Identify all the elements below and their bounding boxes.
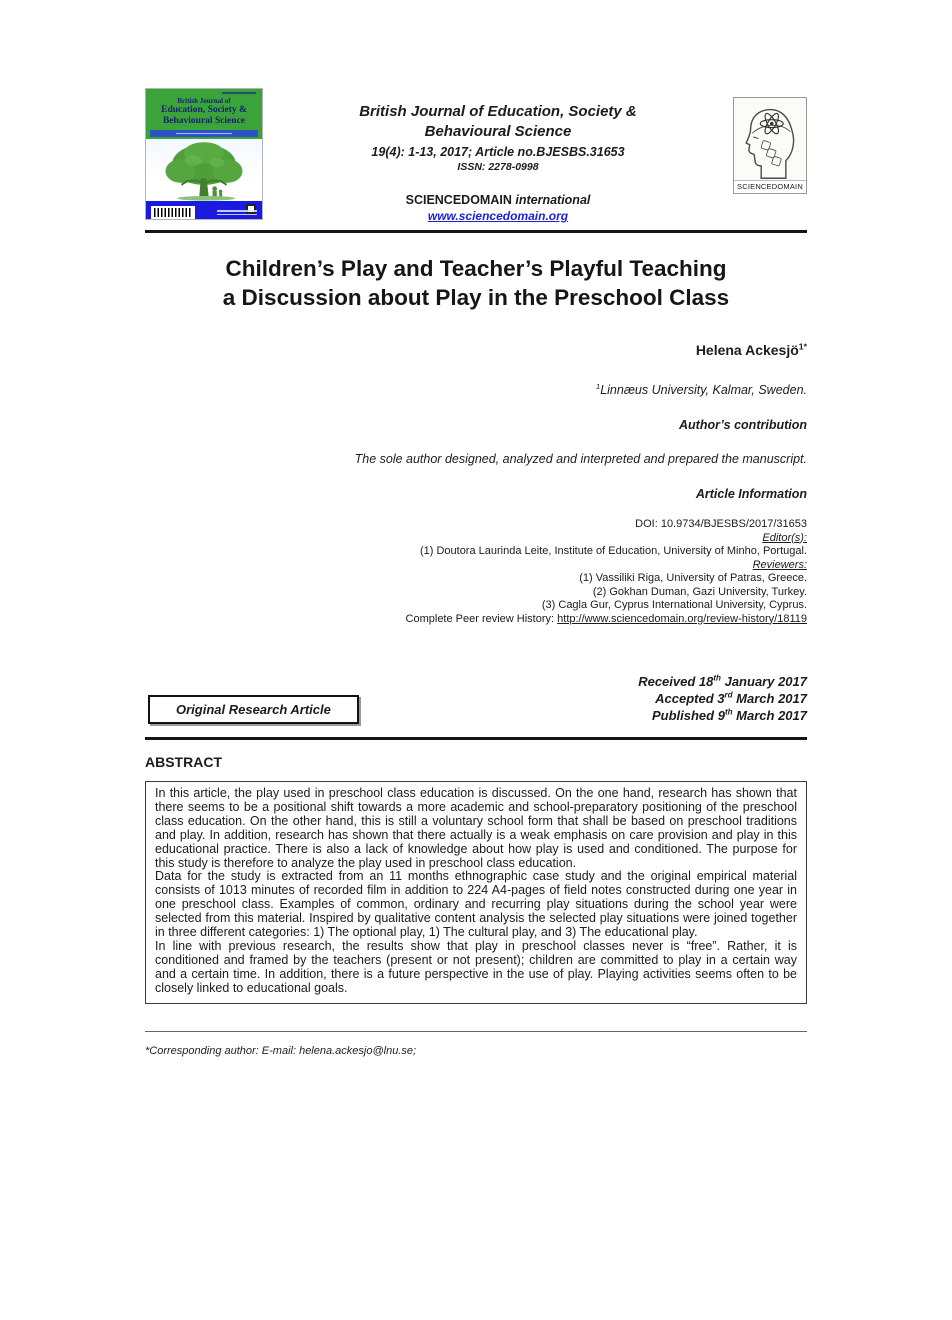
contribution-heading: Author’s contribution xyxy=(679,418,807,432)
cover-tree-area xyxy=(146,139,262,201)
barcode-icon xyxy=(151,206,195,219)
peer-review-history xyxy=(145,613,807,627)
header-divider xyxy=(145,230,807,233)
logo-caption: SCIENCEDOMAIN xyxy=(734,180,806,193)
publisher-name: SCIENCEDOMAIN xyxy=(405,193,512,207)
type-and-dates xyxy=(145,673,807,724)
article-title-line2: a Discussion about Play in the Preschool Class xyxy=(222,285,730,310)
journal-title-line1: British Journal of Education, Society & xyxy=(359,103,637,120)
publisher-website xyxy=(263,209,733,223)
editor-entry: (1) Doutora Laurinda Leite, Institute of Education, University of Minho, Portugal. xyxy=(419,545,807,557)
journal-title xyxy=(263,102,733,142)
peer-review-link[interactable]: http://www.sciencedomain.org/review-history/18119 xyxy=(557,612,807,625)
reviewer-entry: (3) Cagla Gur, Cyprus International University, Cyprus. xyxy=(541,599,807,611)
head-profile-icon xyxy=(738,106,802,180)
affiliation: $^1$Linnæus University, Kalmar, Sweden. xyxy=(595,381,807,397)
abstract-box xyxy=(145,781,807,1004)
section-divider xyxy=(145,737,807,740)
abstract-paragraph: Data for the study is extracted from an 11 months ethnographic case study and the original empirical material consists of 1013 minutes of recorded film in addition to 224 A4-pages of field notes constructed during one year in one preschool class. Examples of common, ordinary and recurring play situations during the school year were selected from this material. Inspired by qualitative content analysis the selected play situations were joined together in three different categories: 1) The optional play, 1) The cultural play, and 3) The educational play. xyxy=(155,869,797,940)
reviewer-entry: (1) Vassiliki Riga, University of Patras, Greece. xyxy=(579,572,807,584)
affiliation-superscript: 1 xyxy=(595,381,601,391)
editors-label: Editor(s): xyxy=(762,531,807,544)
masthead xyxy=(145,88,807,223)
author-name: Helena Ackesjö$^{1*}$ xyxy=(695,341,807,358)
article-type-badge: Original Research Article xyxy=(148,695,359,724)
received-date: Received 18th January 2017 xyxy=(638,673,807,689)
abstract-paragraph: In line with previous research, the results show that play in preschool classes never is “free”. Rather, it is conditioned and framed by the teachers (present or not present); children are committed to play in a certain way and a certain time. In addition, there is a future perspective in the use of play. Playing activities seems often to be closely linked to educational goals. xyxy=(155,938,797,995)
contribution-text: The sole author designed, analyzed and interpreted and prepared the manuscript. xyxy=(354,452,807,466)
reviewers-label: Reviewers: xyxy=(752,558,807,571)
cover-barcode-band xyxy=(146,201,262,219)
reviewer-entry: (2) Gokhan Duman, Gazi University, Turkey. xyxy=(592,585,807,598)
published-date: Published 9th March 2017 xyxy=(651,707,807,723)
abstract-paragraph: In this article, the play used in preschool class education is discussed. On the one hand, research has shown that there seems to be a positional shift towards a more academic and school-preparatory positioning of the preschool class education. On the other hand, this is still a voluntary school form that shall be based on preschool traditions and play. In addition, research has shown that there actually is a weak emphasis on care provision and play in this educational practice. There is also a lack of knowledge about how play is used and conditioned. The purpose for this study is therefore to analyze the play used in preschool class education. xyxy=(155,786,797,870)
cover-title-line1: British Journal of xyxy=(177,97,231,105)
publisher-suffix: international xyxy=(515,193,591,207)
corresponding-author-note: *Corresponding author: E-mail: helena.ackesjo@lnu.se; xyxy=(145,1044,417,1057)
abstract-heading: ABSTRACT xyxy=(145,754,222,770)
article-information-heading: Article Information xyxy=(695,487,807,501)
journal-title-line2: Behavioural Science xyxy=(424,123,572,140)
sciencedomain-logo xyxy=(733,97,807,194)
footnote-divider xyxy=(145,1031,807,1032)
accepted-date: Accepted 3rd March 2017 xyxy=(655,690,807,706)
publisher-line xyxy=(263,193,733,207)
article-title-line1: Children’s Play and Teacher’s Playful Teaching xyxy=(225,256,727,281)
tree-illustration xyxy=(148,139,260,201)
cover-title-line2: Education, Society & xyxy=(161,105,247,115)
cover-title-line3: Behavioural Science xyxy=(162,116,246,126)
website-link[interactable]: www.sciencedomain.org xyxy=(427,209,569,223)
doi: DOI: 10.9734/BJESBS/2017/31653 xyxy=(635,518,807,530)
article-title xyxy=(145,254,807,312)
cover-issn-mark xyxy=(222,92,256,94)
cover-micro-text xyxy=(217,208,257,215)
article-information-block xyxy=(145,518,807,626)
page xyxy=(0,88,952,223)
journal-issn: ISSN: 2278-0998 xyxy=(457,161,539,173)
peer-review-label: Complete Peer review History: xyxy=(405,612,558,625)
author-superscript: 1* xyxy=(798,341,807,352)
journal-citation: 19(4): 1-13, 2017; Article no.BJESBS.31653 xyxy=(371,145,625,159)
cover-volume-band xyxy=(150,130,258,137)
journal-cover-thumbnail xyxy=(145,88,263,220)
masthead-center xyxy=(263,88,733,223)
cover-title-area xyxy=(146,89,262,139)
